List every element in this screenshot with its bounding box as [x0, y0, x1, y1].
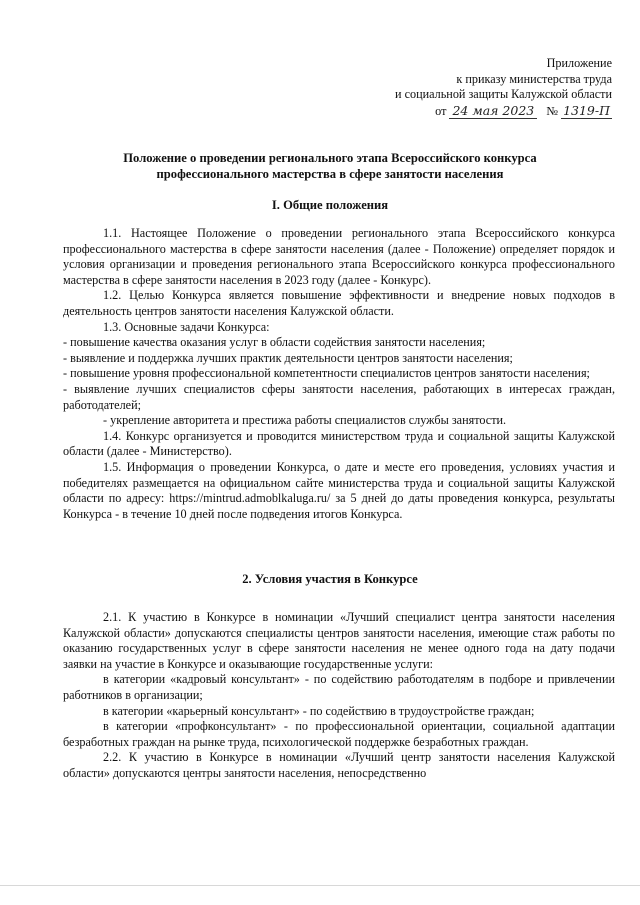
task-item-3: - повышение уровня профессиональной компетентности специалистов центров занятости населения;: [63, 366, 590, 381]
paragraph-1-2: 1.2. Целью Конкурса является повышение эффективности и внедрение новых подходов в деятельность центров занятости населения Калужской области.: [63, 288, 615, 318]
section-1-body: [63, 226, 615, 522]
category-hr-consultant: в категории «кадровый консультант» - по содействию работодателям в подборе и привлечении работников в организации;: [63, 672, 615, 702]
section-2-body: [63, 610, 615, 782]
section-1-heading: I. Общие положения: [271, 198, 389, 212]
task-item-1: - повышение качества оказания услуг в области содействия занятости населения;: [63, 335, 486, 350]
appendix-header: [395, 56, 612, 119]
paragraph-1-4: 1.4. Конкурс организуется и проводится министерством труда и социальной защиты Калужской области (далее - Министерство).: [63, 428, 615, 459]
section-2-heading: 2. Условия участия в Конкурсе: [242, 572, 418, 586]
appendix-order-ref: к приказу министерства труда: [456, 71, 612, 86]
paragraph-1-5: 1.5. Информация о проведении Конкурса, о дате и месте его проведения, условиях участия и победителях размещается на официальном сайте министерства труда и социальной защиты Калужской области по адресу: https://mintrud.admoblkaluga.ru/ за 5 дней до даты проведения конкурса, результаты Конкурса - в течение 10 дней после подведения итогов Конкурса.: [63, 459, 615, 521]
title-line-1: Положение о проведении регионального этапа Всероссийского конкурса: [123, 151, 537, 165]
date-prefix: от: [435, 103, 447, 118]
handwritten-date: 24 мая 2023: [449, 103, 537, 119]
number-prefix: №: [546, 103, 559, 118]
paragraph-2-2: 2.2. К участию в Конкурсе в номинации «Лучший центр занятости населения Калужской области» допускаются центры занятости населения, непосредственно: [63, 750, 615, 780]
page-bottom-edge: [0, 885, 640, 886]
task-item-5: - укрепление авторитета и престижа работы специалистов службы занятости.: [103, 413, 507, 428]
appendix-ministry: и социальной защиты Калужской области: [395, 87, 612, 101]
task-item-4: - выявление лучших специалистов сферы занятости населения, работающих в интересах граждан, работодателей;: [63, 381, 615, 412]
task-item-2: - выявление и поддержка лучших практик деятельности центров занятости населения;: [63, 350, 513, 365]
paragraph-2-1: 2.1. К участию в Конкурсе в номинации «Лучший специалист центра занятости населения Калужской области» допускаются специалисты центров занятости населения, имеющие стаж работы по оказанию государственных услуг в сфере занятости населения не менее одного года на дату подачи заявки на участие в Конкурсе и оказывающие государственные услуги:: [63, 610, 615, 671]
title-line-2: профессионального мастерства в сфере занятости населения: [156, 167, 504, 181]
paragraph-1-3: 1.3. Основные задачи Конкурса:: [103, 319, 270, 334]
handwritten-number: 1319-П: [563, 102, 610, 118]
appendix-title: Приложение: [546, 56, 612, 70]
category-prof-consultant: в категории «профконсультант» - по профессиональной ориентации, социальной адаптации безработных граждан на рынке труда, психологической поддержке безработных граждан.: [63, 719, 615, 749]
document-title: [60, 150, 600, 182]
category-career-consultant: в категории «карьерный консультант» - по содействию в трудоустройстве граждан;: [103, 703, 535, 718]
paragraph-1-1: 1.1. Настоящее Положение о проведении регионального этапа Всероссийского конкурса профессионального мастерства в сфере занятости населения (далее - Положение) определяет порядок и условия организации и проведения регионального этапа Всероссийского конкурса профессионального мастерства в сфере занятости населения в 2023 году (далее - Конкурс).: [63, 226, 615, 287]
order-date-number: [395, 103, 612, 120]
